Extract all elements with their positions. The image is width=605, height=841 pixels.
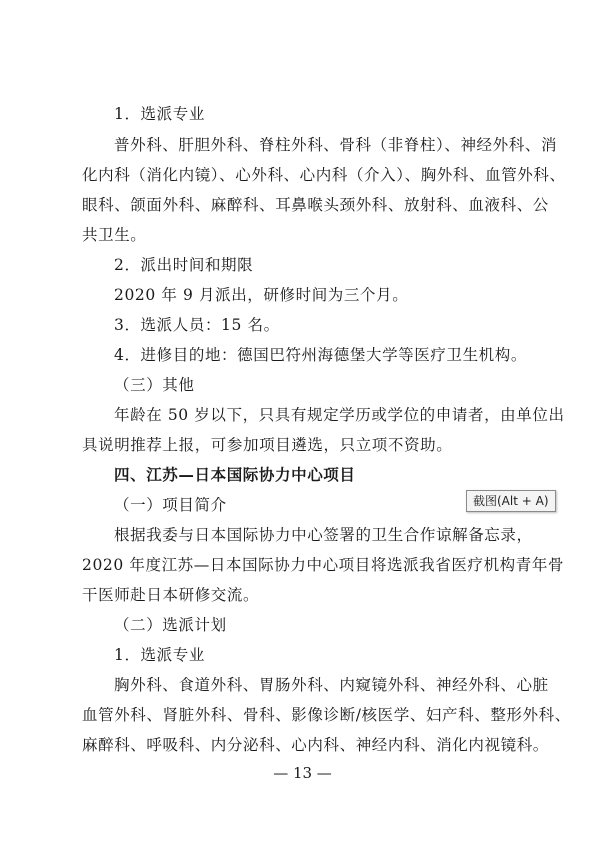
section-item-heading: 1．选派专业 [114,646,205,664]
paragraph-line: 2020 年度江苏—日本国际协力中心项目将选派我省医疗机构青年骨 [82,556,565,574]
paragraph-line: 具说明推荐上报，可参加项目遴选，只立项不资助。 [82,436,453,454]
section-item-heading: 2．派出时间和期限 [114,256,254,274]
paragraph-line: 血管外科、肾脏外科、骨科、影像诊断/核医学、妇产科、整形外科、 [82,706,571,724]
subsection-heading: （二）选派计划 [114,616,227,634]
section-item-heading: 1．选派专业 [114,105,205,123]
screenshot-tooltip: 截图(Alt + A) [466,490,556,512]
paragraph-line: 根据我委与日本国际协力中心签署的卫生合作谅解备忘录， [114,526,533,544]
section-heading: 四、江苏—日本国际协力中心项目 [114,466,356,484]
paragraph-line: 共卫生。 [82,226,147,244]
paragraph-line: 3．选派人员：15 名。 [114,316,280,334]
paragraph-line: 干医师赴日本研修交流。 [82,586,260,604]
subsection-heading: （三）其他 [114,376,195,394]
paragraph-line: 年龄在 50 岁以下，只具有规定学历或学位的申请者，由单位出 [114,406,565,424]
page-number: — 13 — [273,764,332,782]
paragraph-line: 4．进修目的地：德国巴符州海德堡大学等医疗卫生机构。 [114,346,527,364]
paragraph-line: 化内科（消化内镜）、心外科、心内科（介入）、胸外科、血管外科、 [82,166,566,184]
paragraph-line: 胸外科、食道外科、胃肠外科、内窥镜外科、神经外科、心脏 [114,676,549,694]
paragraph-line: 普外科、肝胆外科、脊柱外科、骨科（非脊柱）、神经外科、消 [114,136,558,154]
paragraph-line: 麻醉科、呼吸科、内分泌科、心内科、神经内科、消化内视镜科。 [82,736,549,754]
paragraph-line: 2020 年 9 月派出，研修时间为三个月。 [114,286,409,304]
paragraph-line: 眼科、颌面外科、麻醉科、耳鼻喉头颈外科、放射科、血液科、公 [82,196,549,214]
subsection-heading: （一）项目简介 [114,496,227,514]
